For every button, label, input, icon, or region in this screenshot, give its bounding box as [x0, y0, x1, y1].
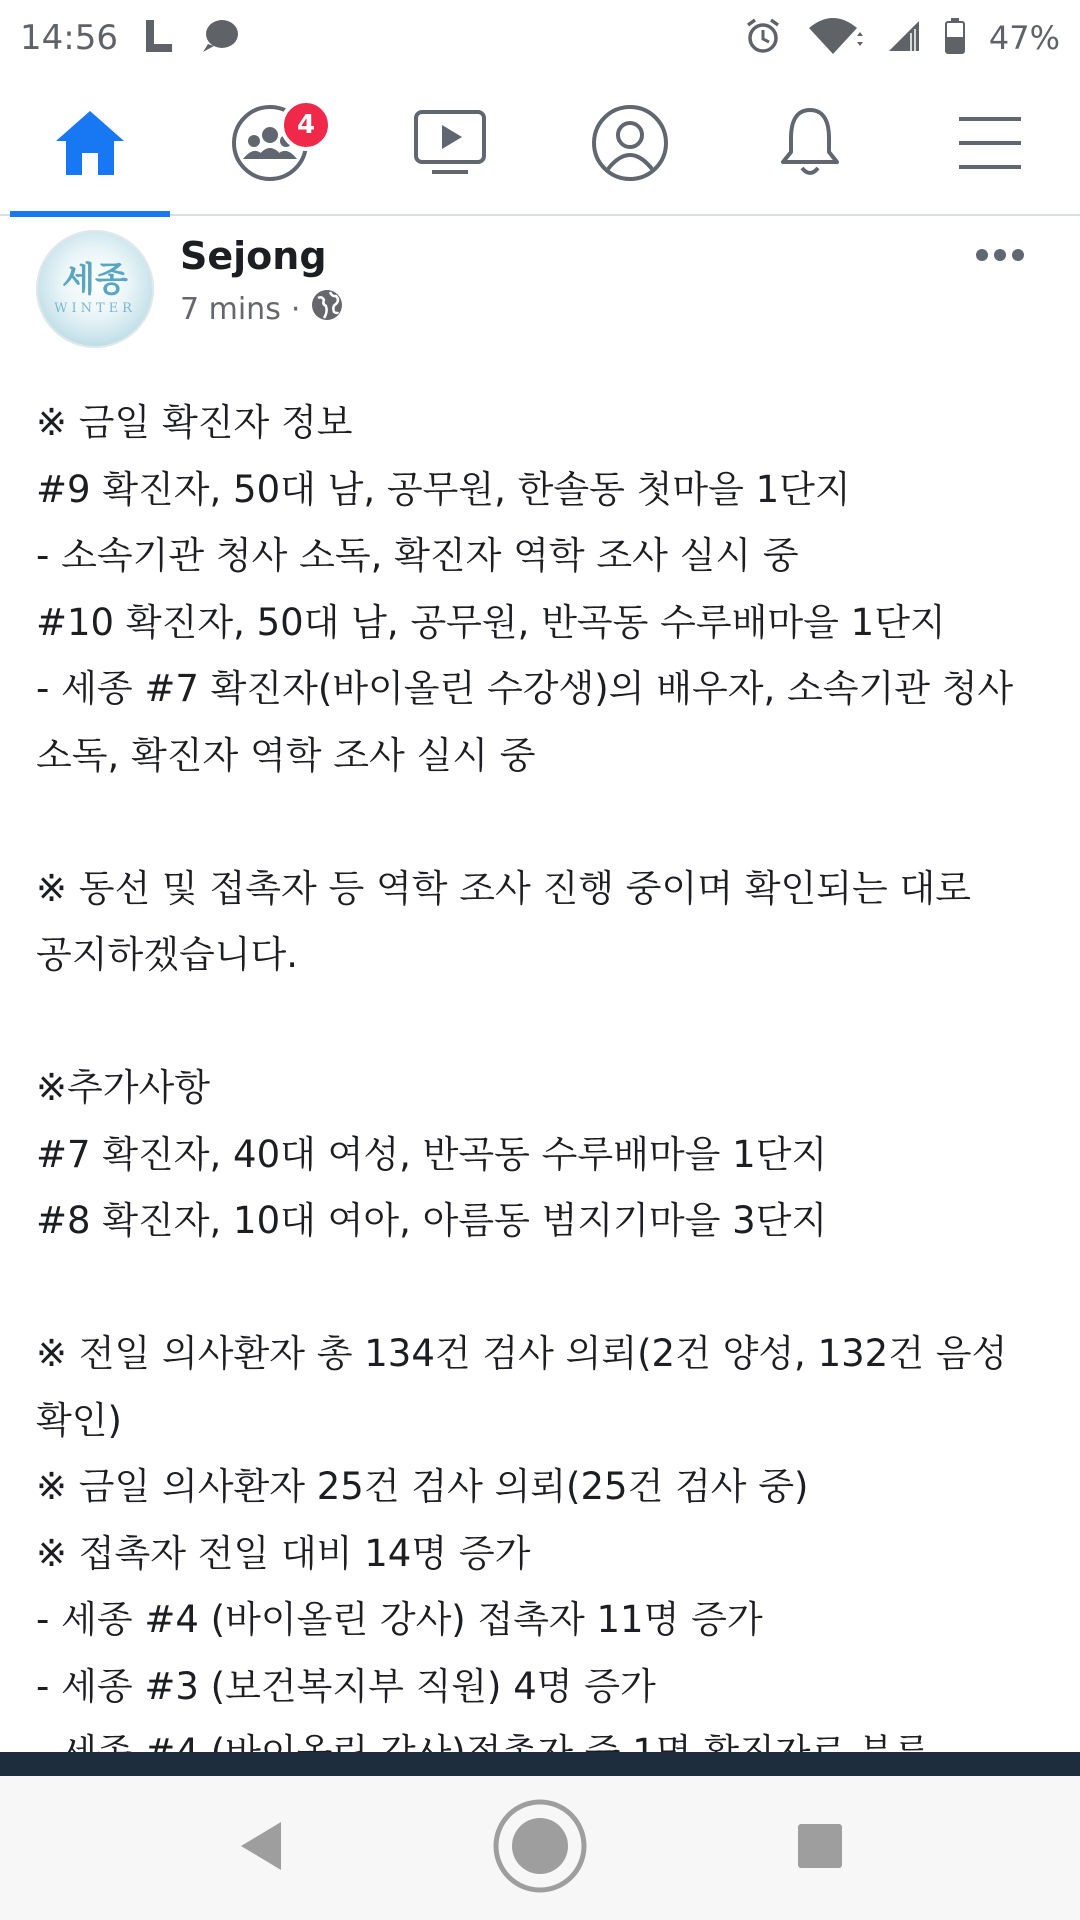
groups-notification-badge: 4: [280, 99, 332, 151]
post-text-line: - 세종 #7 확진자(바이올린 수강생)의 배우자, 소속기관 청사: [36, 667, 1014, 710]
post-text-line: #8 확진자, 10대 여아, 아름동 범지기마을 3단지: [36, 1199, 828, 1242]
post-text-line: #7 확진자, 40대 여성, 반곡동 수루배마을 1단지: [36, 1132, 828, 1176]
avatar-logo-text: 세종: [62, 259, 128, 300]
avatar-logo-sub: WINTER: [54, 300, 136, 316]
post-text-line: [36, 989, 1046, 1056]
more-options-button[interactable]: [962, 228, 1038, 284]
page-avatar[interactable]: [36, 230, 154, 348]
post-text-line: ※ 금일 확진자 정보: [36, 401, 353, 444]
post-text-line: ※추가사항: [36, 1066, 210, 1109]
profile-icon: [590, 103, 670, 187]
line-app-icon: [142, 18, 176, 58]
video-play-icon: [412, 108, 488, 182]
post-text-line: #9 확진자, 50대 남, 공무원, 한솔동 첫마을 1단지: [36, 467, 851, 511]
home-circle-icon: [490, 1796, 590, 1900]
status-bar: [0, 0, 1080, 76]
post-text-line: 확인): [36, 1398, 122, 1442]
signal-icon: [887, 19, 921, 57]
wifi-icon: [807, 16, 863, 60]
post-text-line: - 소속기관 청사 소독, 확진자 역학 조사 실시 중: [36, 534, 799, 577]
post-text-line: ※ 동선 및 접촉자 등 역학 조사 진행 중이며 확인되는 대로: [36, 866, 971, 910]
tab-groups[interactable]: [180, 75, 360, 215]
home-button[interactable]: [485, 1793, 595, 1903]
battery-percent: 47%: [988, 19, 1060, 57]
recents-square-icon: [796, 1822, 844, 1874]
status-right: [743, 16, 1060, 60]
status-left: [20, 18, 240, 58]
post-text-line: - 세종 #3 (보건복지부 직원) 4명 증가: [36, 1664, 656, 1708]
hamburger-menu-icon: [957, 115, 1023, 175]
post-text-line: 소독, 확진자 역학 조사 실시 중: [36, 733, 536, 777]
post-image-edge: [0, 1752, 1080, 1776]
status-time: 14:56: [20, 18, 118, 58]
tab-home[interactable]: [0, 75, 180, 215]
meta-separator: ·: [290, 291, 301, 327]
post-text-line: ※ 금일 의사환자 25건 검사 의뢰(25건 검사 중): [36, 1465, 809, 1508]
post-meta: [180, 288, 344, 330]
back-button[interactable]: [205, 1793, 315, 1903]
globe-icon: [310, 288, 344, 330]
tab-profile[interactable]: [540, 75, 720, 215]
post-text-line: ※ 접촉자 전일 대비 14명 증가: [36, 1531, 531, 1575]
android-navigation-bar: [0, 1776, 1080, 1920]
post-time[interactable]: 7 mins: [180, 291, 281, 327]
recents-button[interactable]: [765, 1793, 875, 1903]
page-name-link[interactable]: Sejong: [180, 234, 327, 278]
post-text-line: 공지하겠습니다.: [36, 933, 298, 976]
post-text-line: - 세종 #4 (바이올린 강사) 접촉자 11명 증가: [36, 1598, 763, 1641]
more-dots-icon: [975, 247, 1025, 266]
bell-icon: [775, 104, 845, 186]
tab-notifications[interactable]: [720, 75, 900, 215]
tab-menu[interactable]: [900, 75, 1080, 215]
post-text-line: ※ 전일 의사환자 총 134건 검사 의뢰(2건 양성, 132건 음성: [36, 1332, 1008, 1375]
battery-icon: [945, 18, 965, 58]
post-text: [36, 390, 1046, 1787]
back-triangle-icon: [235, 1818, 285, 1878]
post-header: [0, 218, 1080, 358]
facebook-nav-bar: [0, 76, 1080, 216]
chat-bubble-icon: [200, 18, 240, 58]
post-text-line: [36, 789, 1046, 856]
post-text-line: [36, 1255, 1046, 1322]
home-icon: [52, 107, 128, 183]
alarm-icon: [743, 16, 783, 60]
post-text-line: #10 확진자, 50대 남, 공무원, 반곡동 수루배마을 1단지: [36, 600, 946, 644]
tab-watch[interactable]: [360, 75, 540, 215]
